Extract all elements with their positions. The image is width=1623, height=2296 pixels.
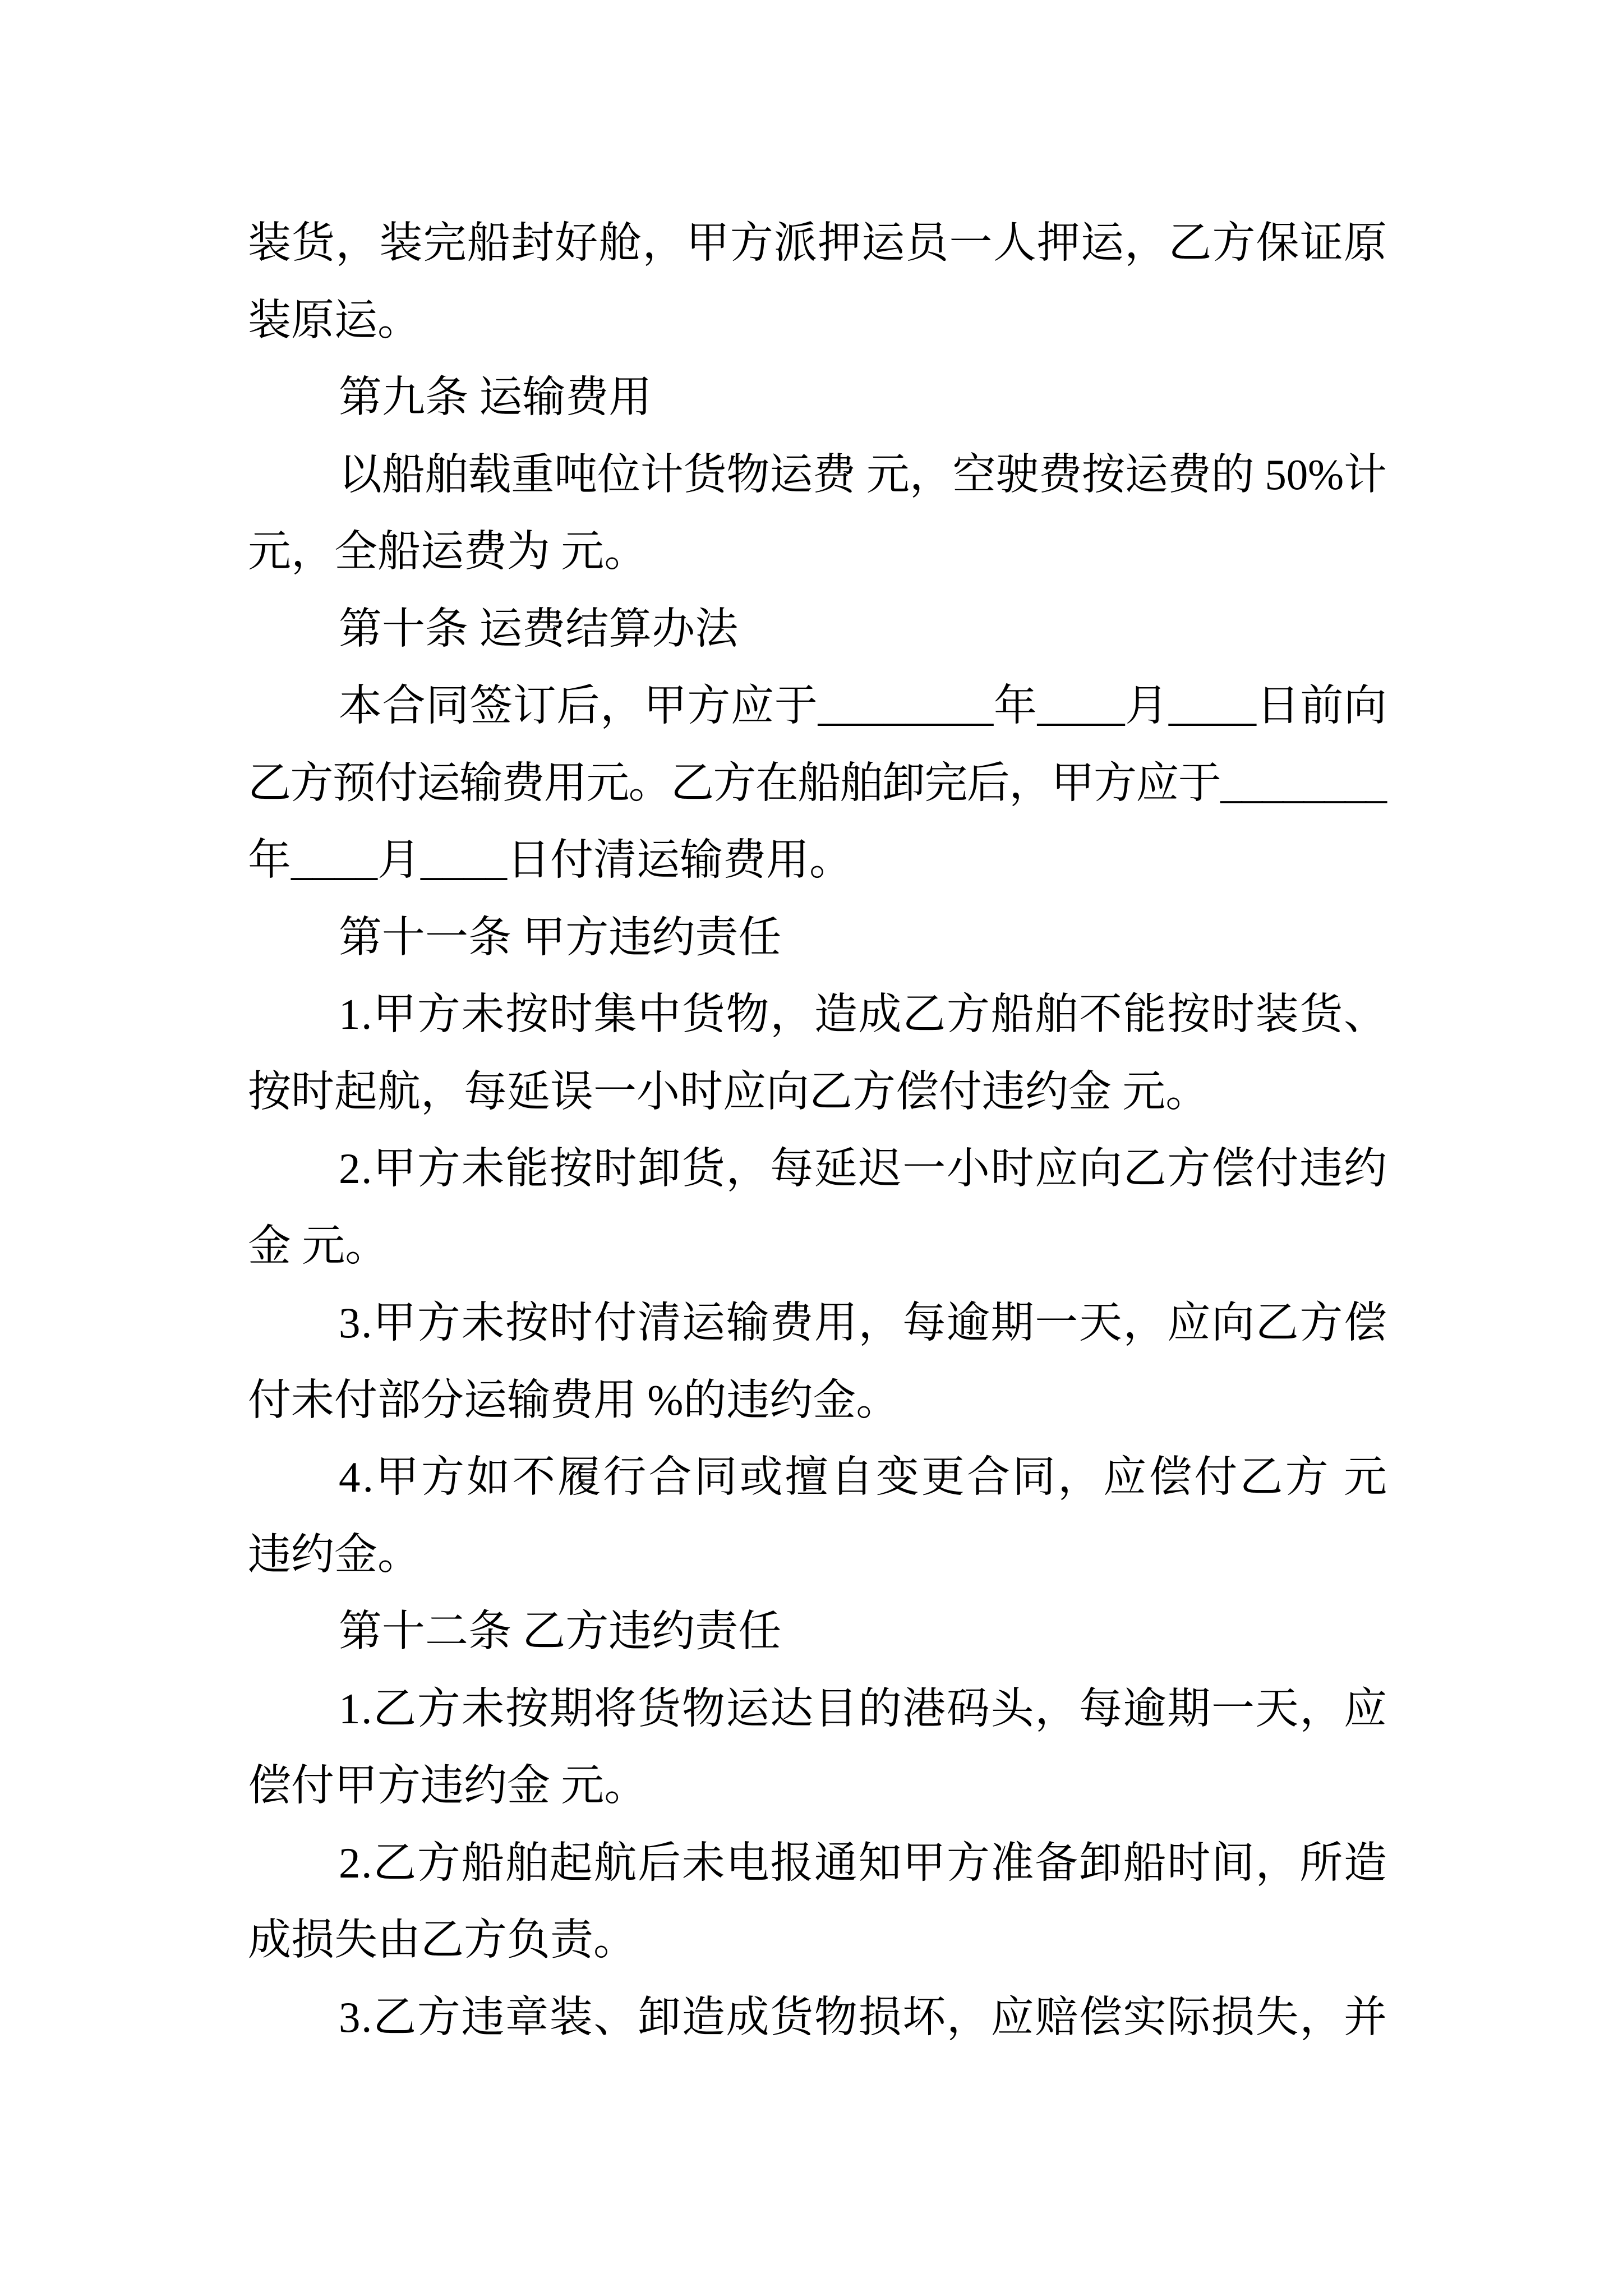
clause-paragraph bbox=[248, 1825, 1387, 1979]
article-paragraph bbox=[248, 668, 1387, 899]
article-heading bbox=[248, 591, 1387, 668]
paragraph-line bbox=[248, 205, 1387, 282]
article-10 bbox=[248, 591, 1387, 899]
line-text: 成损失由乙方负责。 bbox=[248, 1916, 637, 1964]
paragraph-line bbox=[248, 668, 1387, 745]
paragraph-line bbox=[248, 1053, 1387, 1131]
clause-paragraph bbox=[248, 1671, 1387, 1825]
paragraph-line bbox=[248, 745, 1387, 822]
line-text: 装原运。 bbox=[248, 296, 421, 344]
line-text: 1.甲方未按时集中货物，造成乙方船舶不能按时装货、 bbox=[339, 990, 1388, 1038]
article-11 bbox=[248, 899, 1390, 1594]
paragraph-line bbox=[248, 1979, 1387, 2056]
line-text: 金 元。 bbox=[248, 1221, 389, 1270]
article-heading-text: 第十一条 甲方违约责任 bbox=[339, 913, 782, 961]
line-text: 装货，装完船封好舱，甲方派押运员一人押运，乙方保证原 bbox=[248, 219, 1388, 267]
paragraph-line bbox=[248, 1208, 1387, 1285]
line-text: 乙方预付运输费用元。乙方在船舶卸完后，甲方应于________ bbox=[248, 758, 1386, 807]
paragraph-line bbox=[248, 1902, 1387, 1979]
line-text: 偿付甲方违约金 元。 bbox=[248, 1761, 648, 1810]
paragraph-line bbox=[248, 1516, 1387, 1594]
paragraph-line bbox=[248, 1747, 1387, 1825]
article-9 bbox=[248, 359, 1387, 591]
paragraph-line bbox=[248, 282, 1387, 360]
line-text: 4.甲方如不履行合同或擅自变更合同，应偿付乙方 元 bbox=[339, 1453, 1390, 1501]
article-12 bbox=[248, 1593, 1387, 2056]
article-heading-text: 第十二条 乙方违约责任 bbox=[339, 1607, 782, 1655]
paragraph-line bbox=[248, 976, 1387, 1053]
clause-paragraph bbox=[248, 1130, 1387, 1285]
paragraph-line bbox=[248, 1439, 1390, 1516]
paragraph-line bbox=[248, 1362, 1387, 1439]
article-heading-text: 第九条 运输费用 bbox=[339, 373, 652, 421]
line-text: 2.乙方船舶起航后未电报通知甲方准备卸船时间，所造 bbox=[339, 1838, 1388, 1887]
line-text: 2.甲方未能按时卸货，每延迟一小时应向乙方偿付违约 bbox=[339, 1144, 1388, 1193]
paragraph-line bbox=[248, 436, 1387, 514]
paragraph-line bbox=[248, 513, 1387, 591]
clause-paragraph bbox=[248, 1285, 1387, 1439]
line-text: 1.乙方未按期将货物运达目的港码头，每逾期一天，应 bbox=[339, 1684, 1388, 1733]
article-heading-text: 第十条 运费结算办法 bbox=[339, 604, 739, 653]
clause-paragraph bbox=[248, 1979, 1387, 2056]
line-text: 付未付部分运输费用 %的违约金。 bbox=[248, 1375, 900, 1424]
paragraph-line bbox=[248, 1825, 1387, 1902]
article-paragraph bbox=[248, 436, 1387, 591]
paragraph-line bbox=[248, 1285, 1387, 1362]
clause-paragraph bbox=[248, 976, 1387, 1130]
paragraph-line bbox=[248, 1671, 1387, 1748]
article-heading bbox=[248, 899, 1387, 977]
document-body bbox=[248, 205, 1390, 2056]
line-text: 本合同签订后，甲方应于________年____月____日前向 bbox=[339, 682, 1387, 730]
line-text: 违约金。 bbox=[248, 1530, 421, 1579]
paragraph-line bbox=[248, 822, 1387, 899]
line-text: 3.甲方未按时付清运输费用，每逾期一天，应向乙方偿 bbox=[339, 1299, 1388, 1347]
paragraph-line bbox=[248, 1130, 1387, 1208]
article-heading bbox=[248, 1593, 1387, 1671]
clause-paragraph bbox=[248, 1439, 1390, 1593]
line-text: 3.乙方违章装、卸造成货物损坏，应赔偿实际损失，并 bbox=[339, 1993, 1388, 2041]
article-heading bbox=[248, 359, 1387, 436]
line-text: 按时起航，每延误一小时应向乙方偿付违约金 元。 bbox=[248, 1067, 1209, 1116]
carryover-paragraph bbox=[248, 205, 1387, 359]
line-text: 以船舶载重吨位计货物运费 元，空驶费按运费的 50%计 bbox=[339, 450, 1387, 499]
line-text: 年____月____日付清运输费用。 bbox=[248, 836, 852, 884]
line-text: 元，全船运费为 元。 bbox=[248, 527, 648, 576]
